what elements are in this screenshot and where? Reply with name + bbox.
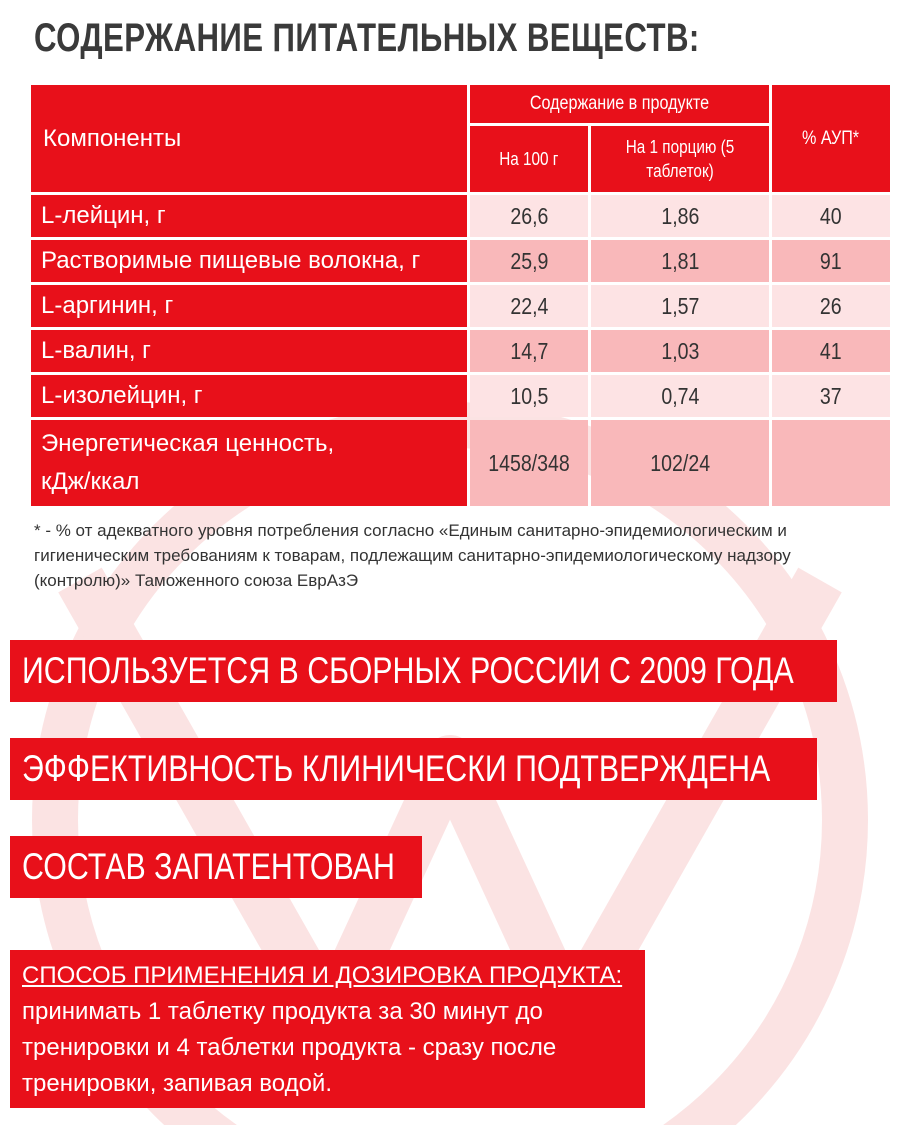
row-name: Энергетическая ценность, кДж/ккал xyxy=(31,420,467,506)
cell-per-100g: 25,9 xyxy=(470,240,588,282)
page-title: СОДЕРЖАНИЕ ПИТАТЕЛЬНЫХ ВЕЩЕСТВ: xyxy=(34,16,700,60)
banner-national-teams: ИСПОЛЬЗУЕТСЯ В СБОРНЫХ РОССИИ С 2009 ГОДА xyxy=(10,640,837,702)
cell-rdi: 37 xyxy=(772,375,890,417)
usage-text: принимать 1 таблетку продукта за 30 минут до тренировки и 4 таблетки продукта - сразу после тренировки, запивая водой. xyxy=(22,998,557,1097)
cell-per-serving: 0,74 xyxy=(591,375,769,417)
table-header-row xyxy=(31,85,890,123)
header-components: Компоненты xyxy=(31,85,467,192)
banner-clinically-proven: ЭФФЕКТИВНОСТЬ КЛИНИЧЕСКИ ПОДТВЕРЖДЕНА xyxy=(10,738,817,800)
cell-rdi: 26 xyxy=(772,285,890,327)
table-row xyxy=(31,420,890,506)
row-name: L-изолейцин, г xyxy=(31,375,467,417)
cell-per-serving: 1,57 xyxy=(591,285,769,327)
footnote: * - % от адекватного уровня потребления согласно «Единым санитарно-эпидемиологическим и гигиеническим требованиям к товарам, подлежащим санитарно-эпидемиологическому надзору (контролю)» Таможенного союза ЕврАзЭ xyxy=(34,521,791,590)
row-name: L-валин, г xyxy=(31,330,467,372)
cell-per-serving: 102/24 xyxy=(591,420,769,506)
cell-per-100g: 14,7 xyxy=(470,330,588,372)
cell-per-100g: 10,5 xyxy=(470,375,588,417)
cell-rdi: 40 xyxy=(772,195,890,237)
header-per-serving: На 1 порцию (5 таблеток) xyxy=(591,126,769,192)
cell-rdi: 91 xyxy=(772,240,890,282)
row-name: L-аргинин, г xyxy=(31,285,467,327)
cell-per-serving: 1,03 xyxy=(591,330,769,372)
cell-rdi xyxy=(772,420,890,506)
cell-per-100g: 22,4 xyxy=(470,285,588,327)
table-row xyxy=(31,195,890,237)
row-name: Растворимые пищевые волокна, г xyxy=(31,240,467,282)
nutrition-table xyxy=(28,82,893,509)
usage-instructions xyxy=(10,950,645,1108)
table-row xyxy=(31,240,890,282)
header-per-100g: На 100 г xyxy=(470,126,588,192)
table-row xyxy=(31,375,890,417)
table-row xyxy=(31,285,890,327)
header-rdi: % АУП* xyxy=(772,85,890,192)
usage-heading: СПОСОБ ПРИМЕНЕНИЯ И ДОЗИРОВКА ПРОДУКТА: xyxy=(22,962,623,989)
cell-per-serving: 1,86 xyxy=(591,195,769,237)
row-name: L-лейцин, г xyxy=(31,195,467,237)
cell-per-100g: 26,6 xyxy=(470,195,588,237)
cell-per-serving: 1,81 xyxy=(591,240,769,282)
table-row xyxy=(31,330,890,372)
banner-patented: СОСТАВ ЗАПАТЕНТОВАН xyxy=(10,836,422,898)
cell-rdi: 41 xyxy=(772,330,890,372)
cell-per-100g: 1458/348 xyxy=(470,420,588,506)
header-content-in-product: Содержание в продукте xyxy=(470,85,769,123)
